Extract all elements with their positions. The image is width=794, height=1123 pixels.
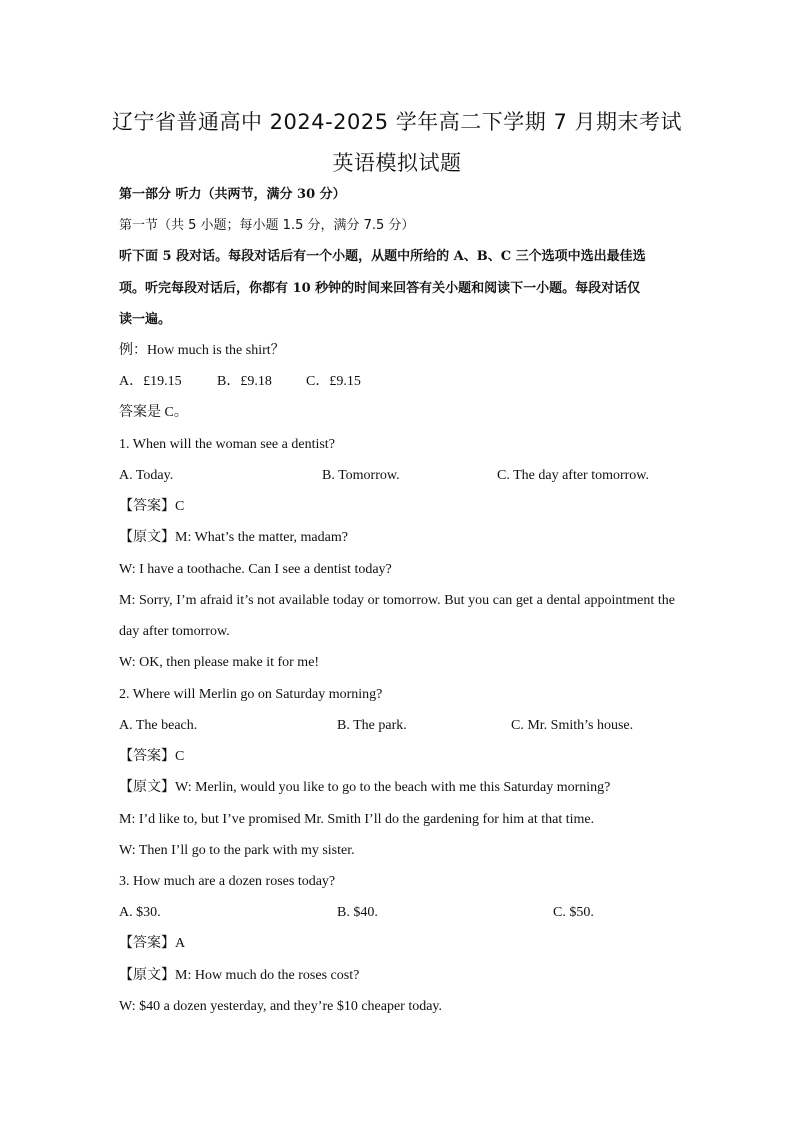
q1-transcript-4: day after tomorrow. — [119, 624, 230, 639]
instruction-line-3: 读一遍。 — [119, 312, 172, 327]
document-title: 辽宁省普通高中 2024-2025 学年高二下学期 7 月期末考试 — [111, 110, 683, 134]
q3-question: 3. How much are a dozen roses today? — [119, 874, 336, 889]
q1-option-a: A. Today. — [119, 468, 174, 483]
q1-transcript-1: 【原文】M: What’s the matter, madam? — [119, 530, 348, 545]
q3-option-a: A. $30. — [119, 905, 161, 920]
instruction-line-2: 项。听完每段对话后，你都有 10 秒钟的时间来回答有关小题和阅读下一小题。每段对话仅 — [119, 281, 641, 296]
q3-option-b: B. $40. — [337, 905, 378, 920]
q2-transcript-2: M: I’d like to, but I’ve promised Mr. Smith I’ll do the gardening for him at that time. — [119, 812, 595, 827]
q3-answer: 【答案】A — [119, 936, 186, 951]
example-answer: 答案是 C。 — [119, 405, 188, 420]
q2-option-b: B. The park. — [337, 718, 407, 733]
example-option-b: B．£9.18 — [217, 374, 272, 389]
instruction-line-1: 听下面 5 段对话。每段对话后有一个小题，从题中所给的 A、B、C 三个选项中选出最佳选 — [119, 249, 646, 264]
q1-answer: 【答案】C — [119, 499, 185, 514]
q1-transcript-5: W: OK, then please make it for me! — [119, 655, 320, 670]
example-option-c: C．£9.15 — [306, 374, 361, 389]
q1-transcript-3: M: Sorry, I’m afraid it’s not available today or tomorrow. But you can get a dental appointment the — [119, 593, 675, 608]
q2-answer: 【答案】C — [119, 749, 185, 764]
q1-question: 1. When will the woman see a dentist? — [119, 437, 335, 452]
example-option-a: A．£19.15 — [119, 374, 182, 389]
q2-transcript-1: 【原文】W: Merlin, would you like to go to the beach with me this Saturday morning? — [119, 780, 611, 795]
q2-question: 2. Where will Merlin go on Saturday morning? — [119, 687, 383, 702]
q3-transcript-2: W: $40 a dozen yesterday, and they’re $10 cheaper today. — [119, 999, 443, 1014]
q3-transcript-1: 【原文】M: How much do the roses cost? — [119, 968, 360, 983]
example-question: 例：How much is the shirt？ — [119, 343, 285, 358]
q3-option-c: C. $50. — [553, 905, 594, 920]
q2-transcript-3: W: Then I’ll go to the park with my sister. — [119, 843, 355, 858]
q1-option-b: B. Tomorrow. — [322, 468, 400, 483]
q1-option-c: C. The day after tomorrow. — [497, 468, 650, 483]
q2-option-a: A. The beach. — [119, 718, 198, 733]
q1-transcript-2: W: I have a toothache. Can I see a dentist today? — [119, 562, 392, 577]
q2-option-c: C. Mr. Smith’s house. — [511, 718, 634, 733]
part1-heading: 第一部分 听力（共两节，满分 30 分） — [119, 187, 346, 202]
section1-heading: 第一节（共 5 小题；每小题 1.5 分，满分 7.5 分） — [119, 218, 415, 233]
document-subtitle: 英语模拟试题 — [332, 151, 462, 175]
